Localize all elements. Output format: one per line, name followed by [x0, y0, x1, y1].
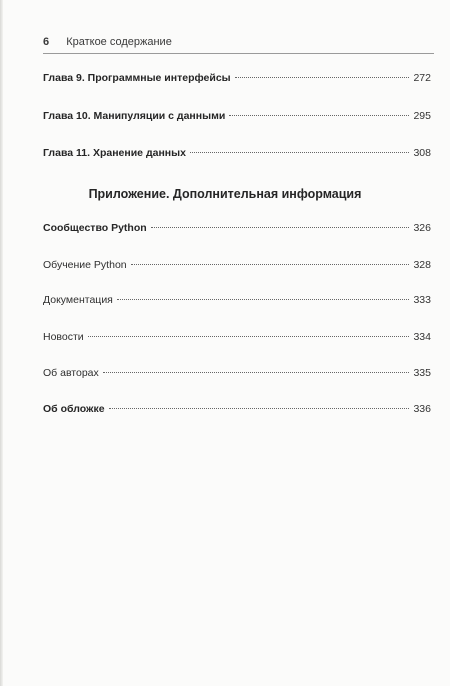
dot-leader: [117, 299, 410, 300]
toc-entry-chapter-10[interactable]: [43, 110, 431, 124]
toc-entry-label: Обучение Python: [43, 259, 127, 271]
header-rule: [43, 53, 434, 54]
running-title: Краткое содержание: [66, 36, 172, 48]
toc-entry-label: Глава 11. Хранение данных: [43, 147, 186, 159]
toc-entry-page: 326: [413, 222, 431, 234]
toc-entry-page: 295: [413, 110, 431, 122]
page-edge: [0, 0, 3, 686]
page-number: 6: [43, 36, 50, 48]
toc-entry-about-authors[interactable]: [43, 367, 431, 381]
toc-entry-label: Документация: [43, 294, 113, 306]
dot-leader: [131, 264, 410, 265]
running-head: [43, 36, 432, 50]
dot-leader: [235, 77, 410, 78]
toc-entry-label: Сообщество Python: [43, 222, 147, 234]
toc-entry-label: Новости: [43, 331, 84, 343]
toc-entry-chapter-9[interactable]: [43, 72, 431, 86]
toc-entry-page: 335: [413, 367, 431, 379]
toc-entry-page: 333: [413, 294, 431, 306]
toc-entry-about-cover[interactable]: [43, 403, 431, 417]
toc-entry-page: 308: [413, 147, 431, 159]
toc-entry-label: Глава 10. Манипуляции с данными: [43, 110, 226, 122]
dot-leader: [229, 115, 409, 116]
toc-entry-label: Об обложке: [43, 403, 105, 415]
dot-leader: [88, 336, 410, 337]
toc-entry-chapter-11[interactable]: [43, 147, 431, 161]
toc-entry-page: 328: [413, 259, 431, 271]
toc-entry-news[interactable]: [43, 331, 431, 345]
appendix-title: Приложение. Дополнительная информация: [88, 187, 362, 201]
toc-entry-page: 272: [413, 72, 431, 84]
dot-leader: [109, 408, 410, 409]
toc-entry-page: 334: [413, 331, 431, 343]
toc-entry-python-community[interactable]: [43, 222, 431, 236]
dot-leader: [103, 372, 410, 373]
toc-entry-documentation[interactable]: [43, 294, 431, 308]
toc-entry-label: Глава 9. Программные интерфейсы: [43, 72, 231, 84]
toc-entry-learning-python[interactable]: [43, 259, 431, 273]
dot-leader: [151, 227, 410, 228]
toc-entry-label: Об авторах: [43, 367, 99, 379]
dot-leader: [190, 152, 410, 153]
toc-entry-page: 336: [413, 403, 431, 415]
